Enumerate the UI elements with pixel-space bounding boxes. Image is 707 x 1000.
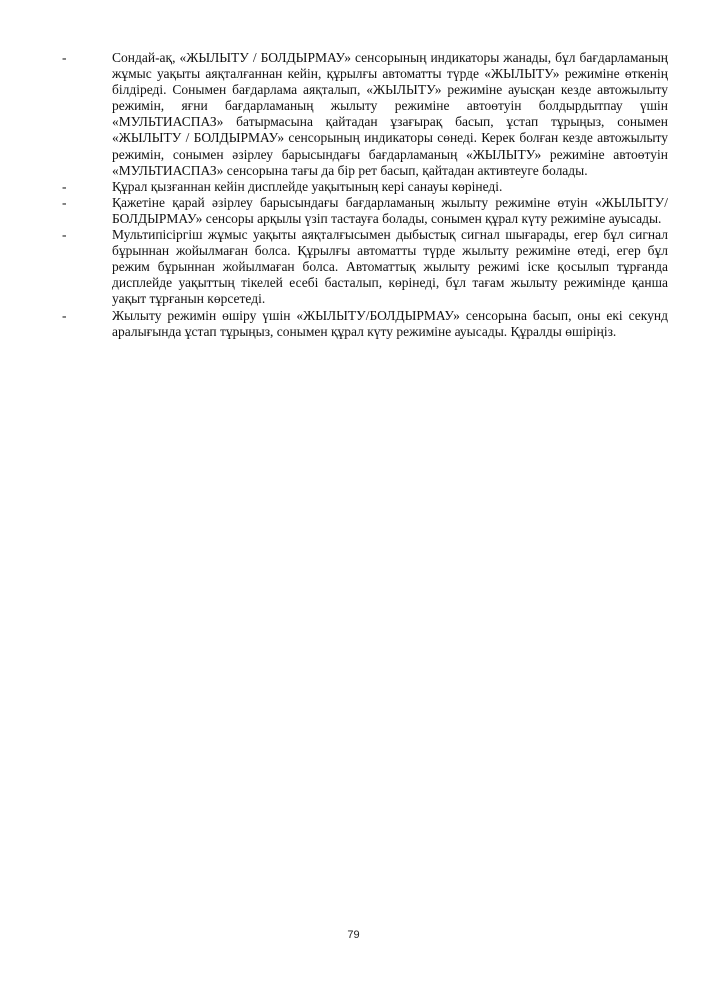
list-item-text: Құрал қызғаннан кейін дисплейде уақытының кері санауы көрінеді.: [112, 178, 503, 194]
list-item-text: Қажетіне қарай әзірлеу барысындағы бағдарламаның жылыту режиміне өтуін «ЖЫЛЫТУ/БОЛДЫРМАУ» сенсоры арқылы үзіп тастауға болады, сонымен құрал күту режиміне ауысады.: [112, 194, 668, 226]
instruction-list: [62, 50, 668, 340]
list-item: [62, 308, 668, 340]
list-item: [62, 50, 668, 179]
bullet-dash: -: [62, 178, 67, 194]
list-item: [62, 227, 668, 307]
page-number: 79: [347, 929, 360, 941]
bullet-dash: -: [62, 194, 67, 210]
list-item-text: Мультипісіргіш жұмыс уақыты аяқталғысымен дыбыстық сигнал шығарады, егер бұл сигнал бұрыннан жойылмаған болса. Құрылғы автоматты түрде жылыту режиміне өтеді, егер бұл режим бұрыннан жойылмаған болса. Автоматтық жылыту режимі іске қосылып тұрғанда дисплейде уақыттың тікелей есебі басталып, көрінеді, бұл тағам жылыту режимінде қанша уақыт тұрғанын көрсетеді.: [112, 227, 668, 307]
bullet-dash: -: [62, 50, 67, 65]
list-item-text: Жылыту режимін өшіру үшін «ЖЫЛЫТУ/БОЛДЫРМАУ» сенсорына басып, оны екі секунд аралығында ұстап тұрыңыз, сонымен құрал күту режиміне ауысады. Құралды өшіріңіз.: [112, 307, 668, 339]
list-item: [62, 195, 668, 227]
list-item-text: Сондай-ақ, «ЖЫЛЫТУ / БОЛДЫРМАУ» сенсорының индикаторы жанады, бұл бағдарламаның жұмыс уақыты аяқталғаннан кейін, құрылғы автоматты түрде «ЖЫЛЫТУ» режиміне өткенің білдіреді. Сонымен бағдарлама аяқталып, «ЖЫЛЫТУ» режиміне ауысқан кезде автожылыту режимін, яғни бағдарламаның жылыту режиміне автоөтуін болдырдытпау үшін «МУЛЬТИАСПАЗ» батырмасына қайтадан ұзағырақ басып, ұстап тұрыңыз, сонымен «ЖЫЛЫТУ / БОЛДЫРМАУ» сенсорының индикаторы сөнеді. Керек болған кезде автожылыту режимін, сонымен әзірлеу барысындағы бағдарламаның «ЖЫЛЫТУ» режиміне автоөтуін «МУЛЬТИАСПАЗ» сенсорына тағы да бір рет басып, қайтадан активтеуге болады.: [112, 50, 668, 178]
list-item: [62, 179, 668, 195]
bullet-dash: -: [62, 307, 67, 323]
bullet-dash: -: [62, 227, 67, 243]
